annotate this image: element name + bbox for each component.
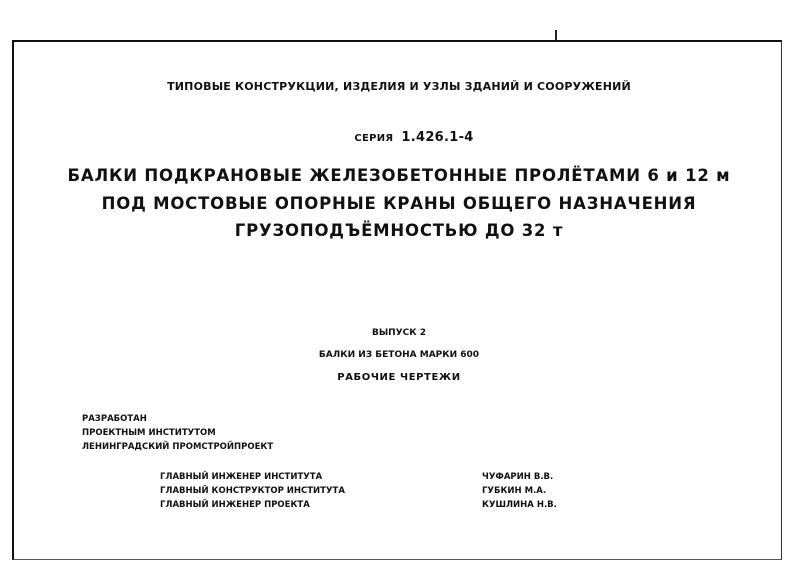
series-label: СЕРИЯ (354, 133, 394, 144)
signatory-names (482, 470, 557, 512)
developed-by-line: ПРОЕКТНЫМ ИНСТИТУТОМ (82, 428, 216, 438)
signatory-roles (160, 470, 345, 512)
signatory-name: КУШЛИНА Н.В. (482, 500, 557, 510)
developed-by-line: РАЗРАБОТАН (82, 414, 147, 424)
title-line-2: ПОД МОСТОВЫЕ ОПОРНЫЕ КРАНЫ ОБЩЕГО НАЗНАЧЕНИЯ (101, 194, 697, 213)
signatory-role: ГЛАВНЫЙ КОНСТРУКТОР ИНСТИТУТА (160, 486, 345, 496)
issue-number: ВЫПУСК 2 (371, 328, 426, 338)
concrete-grade: БАЛКИ ИЗ БЕТОНА МАРКИ 600 (318, 350, 480, 360)
series-line (14, 130, 800, 145)
developed-by-line: ЛЕНИНГРАДСКИЙ ПРОМСТРОЙПРОЕКТ (82, 442, 274, 452)
series-number: 1.426.1-4 (401, 130, 474, 145)
signatory-name: ЧУФАРИН В.В. (482, 472, 554, 482)
signatory-name: ГУБКИН М.А. (482, 486, 547, 496)
signatory-role: ГЛАВНЫЙ ИНЖЕНЕР ПРОЕКТА (160, 500, 310, 510)
title-line-1: БАЛКИ ПОДКРАНОВЫЕ ЖЕЛЕЗОБЕТОННЫЕ ПРОЛЁТАМИ 6 и 12 м (67, 166, 731, 185)
document-frame (12, 40, 782, 560)
signatory-role: ГЛАВНЫЙ ИНЖЕНЕР ИНСТИТУТА (160, 472, 323, 482)
title-line-3: ГРУЗОПОДЪЁМНОСТЬЮ ДО 32 т (234, 221, 564, 240)
working-drawings-label: РАБОЧИЕ ЧЕРТЕЖИ (337, 372, 461, 383)
document-header: ТИПОВЫЕ КОНСТРУКЦИИ, ИЗДЕЛИЯ И УЗЛЫ ЗДАНИЙ И СООРУЖЕНИЙ (167, 80, 631, 93)
developed-by (82, 412, 273, 454)
